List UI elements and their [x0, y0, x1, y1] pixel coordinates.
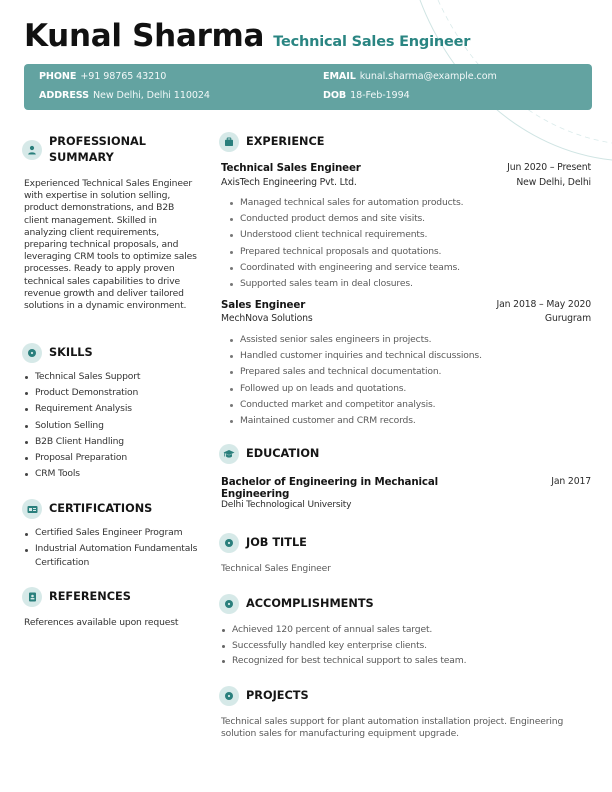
contact-band	[24, 64, 592, 110]
references-title: REFERENCES	[49, 590, 131, 603]
education-degree: Bachelor of Engineering in Mechanical Engineering	[221, 476, 439, 500]
job-bullet: Maintained customer and CRM records.	[221, 413, 591, 429]
contact-book-icon	[22, 587, 42, 607]
contact-email	[323, 71, 497, 82]
candidate-name: Kunal Sharma	[24, 18, 265, 54]
certification-item: Certified Sales Engineer Program	[24, 526, 204, 540]
dot-circle-icon	[219, 686, 239, 706]
job-dates: Jan 2018 – May 2020	[496, 299, 591, 310]
projects-title: PROJECTS	[246, 689, 309, 702]
job-bullet: Assisted senior sales engineers in projects.	[221, 332, 591, 348]
skills-title: SKILLS	[49, 346, 93, 359]
dob-label: DOB	[323, 90, 347, 101]
email-label: EMAIL	[323, 71, 356, 82]
skill-item: Technical Sales Support	[24, 369, 204, 385]
person-icon	[22, 140, 42, 160]
skill-item: B2B Client Handling	[24, 434, 204, 450]
job-location: Gurugram	[544, 313, 591, 324]
skills-heading	[22, 343, 93, 363]
dot-circle-icon	[219, 594, 239, 614]
id-card-icon	[22, 499, 42, 519]
address-label: ADDRESS	[39, 90, 89, 101]
summary-text: Experienced Technical Sales Engineer with expertise in solution selling, product demonstrations, and B2B client management. Skilled in analyzing client requirements, preparing technical proposals, and leveraging CRM tools to optimize sales processes. Ready to apply proven technical sales capabilities to drive revenue growth and deliver tailored solutions in a dynamic environment.	[24, 178, 197, 312]
job-bullet: Prepared sales and technical documentation.	[221, 364, 591, 380]
certifications-heading	[22, 499, 152, 519]
dot-circle-icon	[219, 533, 239, 553]
education-heading	[219, 444, 319, 464]
job-bullets	[221, 332, 591, 429]
briefcase-icon	[219, 132, 239, 152]
dot-circle-icon	[22, 343, 42, 363]
experience-title: EXPERIENCE	[246, 135, 325, 148]
job-bullet: Managed technical sales for automation products.	[221, 195, 591, 211]
job-title-heading	[219, 533, 307, 553]
job-bullet: Understood client technical requirements.	[221, 227, 591, 243]
job-location: New Delhi, Delhi	[516, 177, 591, 188]
contact-phone	[39, 71, 166, 82]
job-bullet: Coordinated with engineering and service teams.	[221, 260, 591, 276]
education-date: Jan 2017	[551, 476, 591, 487]
job-title-text: Technical Sales Engineer	[221, 563, 331, 574]
certifications-list	[24, 526, 204, 569]
candidate-headline: Technical Sales Engineer	[273, 34, 471, 50]
job-role: Sales Engineer	[221, 299, 306, 311]
skill-item: Requirement Analysis	[24, 401, 204, 417]
graduation-cap-icon	[219, 444, 239, 464]
references-text: References available upon request	[24, 617, 179, 628]
job-bullet: Conducted product demos and site visits.	[221, 211, 591, 227]
certification-item: Industrial Automation Fundamentals Certification	[24, 542, 204, 570]
header	[24, 18, 470, 54]
job-role: Technical Sales Engineer	[221, 162, 361, 174]
education-school: Delhi Technological University	[221, 500, 352, 510]
experience-heading	[219, 132, 325, 152]
skill-item: Solution Selling	[24, 418, 204, 434]
skill-item: Product Demonstration	[24, 385, 204, 401]
job-company: MechNova Solutions	[221, 313, 313, 324]
certifications-title: CERTIFICATIONS	[49, 502, 153, 515]
job-bullets	[221, 195, 591, 292]
accomplishment-item: Successfully handled key enterprise clients.	[221, 638, 591, 654]
job-bullet: Prepared technical proposals and quotations.	[221, 244, 591, 260]
dob-value: 18-Feb-1994	[350, 90, 410, 101]
contact-dob	[323, 90, 410, 101]
phone-label: PHONE	[39, 71, 77, 82]
projects-heading	[219, 686, 309, 706]
skills-list	[24, 369, 204, 482]
job-bullet: Followed up on leads and quotations.	[221, 381, 591, 397]
accomplishment-item: Achieved 120 percent of annual sales target.	[221, 622, 591, 638]
job-bullet: Supported sales team in deal closures.	[221, 276, 591, 292]
projects-text: Technical sales support for plant automation installation project. Engineering solution sales for manufacturing equipment upgrade.	[221, 716, 564, 740]
email-value: kunal.sharma@example.com	[359, 71, 497, 82]
job-dates: Jun 2020 – Present	[507, 162, 591, 173]
skill-item: Proposal Preparation	[24, 450, 204, 466]
job-company: AxisTech Engineering Pvt. Ltd.	[221, 177, 357, 188]
accomplishment-item: Recognized for best technical support to sales team.	[221, 653, 591, 669]
skill-item: CRM Tools	[24, 466, 204, 482]
accomplishments-title: ACCOMPLISHMENTS	[246, 597, 374, 610]
accomplishments-list	[221, 622, 591, 669]
references-heading	[22, 587, 131, 607]
contact-address	[39, 90, 210, 101]
job-bullet: Handled customer inquiries and technical discussions.	[221, 348, 591, 364]
education-title: EDUCATION	[246, 447, 320, 460]
job-title-title: JOB TITLE	[246, 536, 307, 549]
summary-title: PROFESSIONAL SUMMARY	[49, 135, 146, 164]
job-bullet: Conducted market and competitor analysis.	[221, 397, 591, 413]
address-value: New Delhi, Delhi 110024	[92, 90, 210, 101]
phone-value: +91 98765 43210	[80, 71, 167, 82]
summary-heading	[22, 134, 146, 166]
accomplishments-heading	[219, 594, 374, 614]
